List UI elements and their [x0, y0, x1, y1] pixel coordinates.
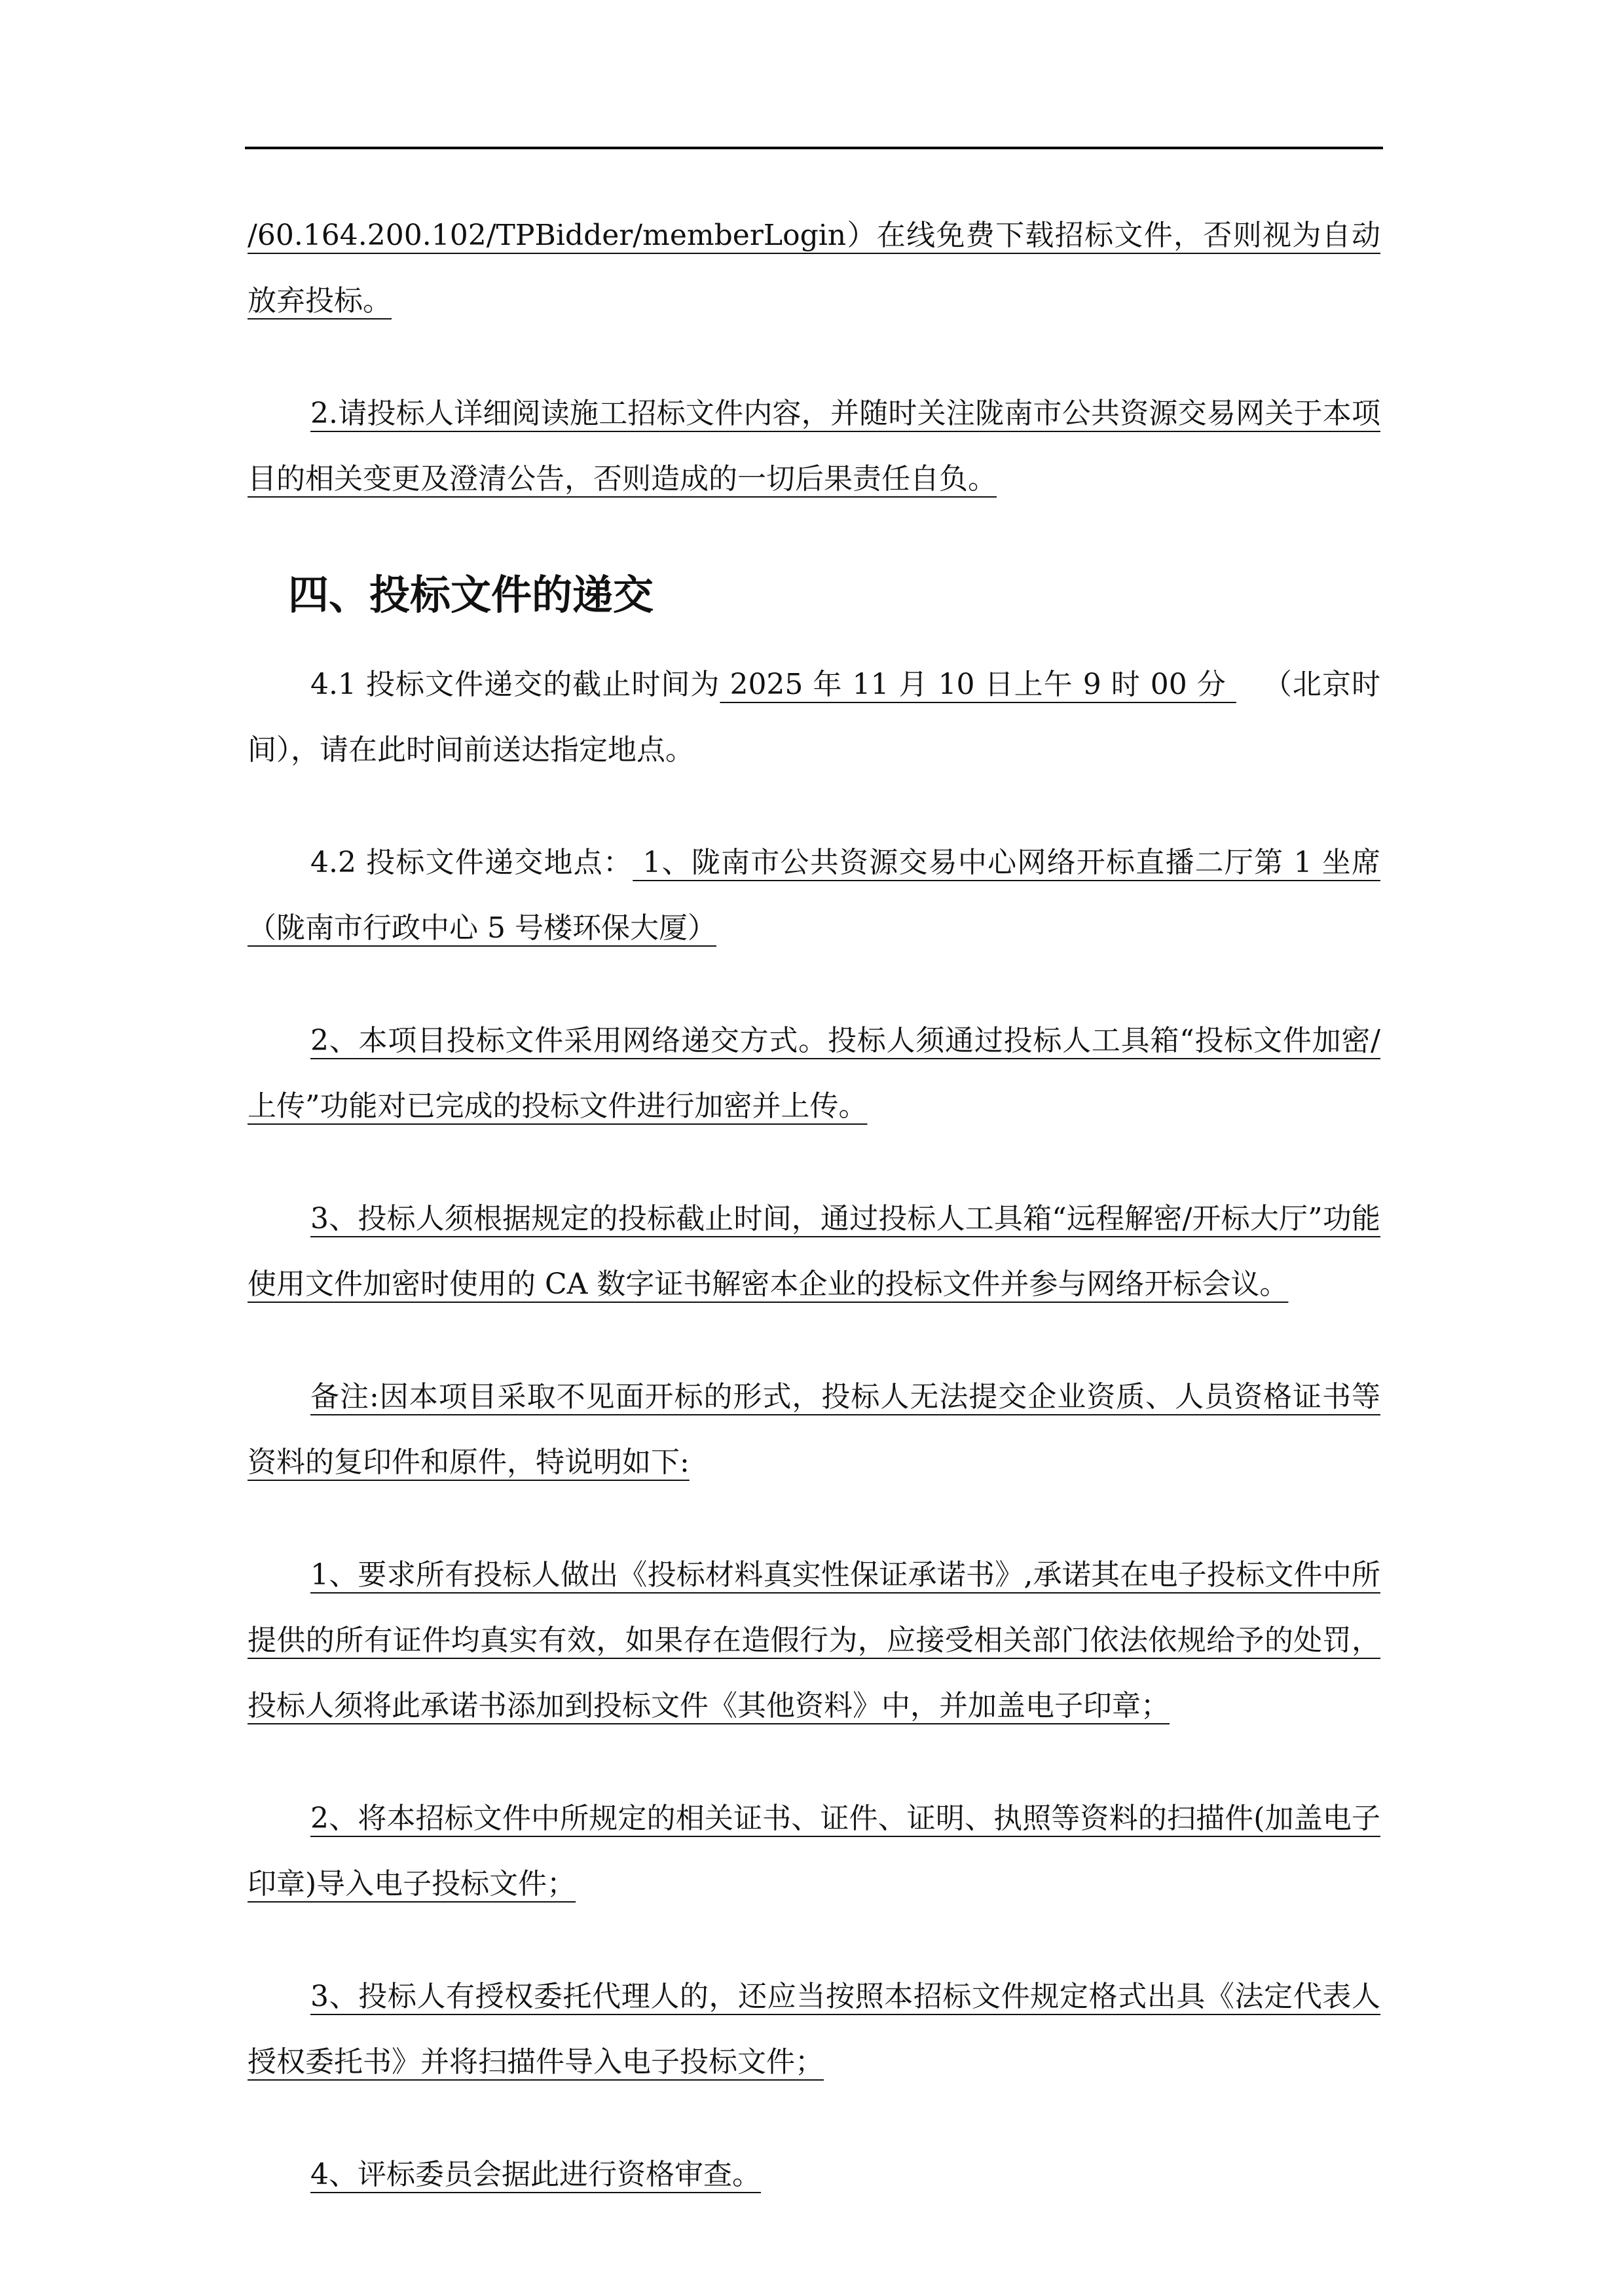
section-heading: 四、投标文件的递交	[288, 571, 654, 619]
online-submission-paragraph	[248, 1008, 1380, 1139]
header-rule	[245, 147, 1383, 149]
read-document-paragraph	[248, 381, 1380, 512]
remote-decrypt-text: 3、投标人须根据规定的投标截止时间，通过投标人工具箱“远程解密/开标大厅”功能使用文件加密时使用的 CA 数字证书解密本企业的投标文件并参与网络开标会议。	[248, 1202, 1380, 1301]
deadline-suffix: （北京时间），请在此时间前送达指定地点。	[248, 668, 1380, 767]
page-content	[248, 203, 1380, 2255]
location-paragraph	[248, 830, 1380, 961]
note-paragraph	[248, 1364, 1380, 1495]
download-notice-text: /60.164.200.102/TPBidder/memberLogin）在线免费下载招标文件，否则视为自动放弃投标。	[248, 219, 1380, 318]
deadline-label: 4.1 投标文件递交的截止时间为	[310, 668, 720, 701]
online-submission-text: 2、本项目投标文件采用网络递交方式。投标人须通过投标人工具箱“投标文件加密/上传”功能对已完成的投标文件进行加密并上传。	[248, 1024, 1380, 1123]
note-item-paragraph	[248, 1964, 1380, 2095]
deadline-paragraph	[248, 652, 1380, 783]
deadline-value: 2025 年 11 月 10 日上午 9 时 00 分	[720, 668, 1236, 701]
note-item-text: 1、要求所有投标人做出《投标材料真实性保证承诺书》,承诺其在电子投标文件中所提供的所有证件均真实有效，如果存在造假行为，应接受相关部门依法依规给予的处罚，投标人须将此承诺书添加到投标文件《其他资料》中，并加盖电子印章；	[248, 1558, 1380, 1722]
note-item-text: 3、投标人有授权委托代理人的，还应当按照本招标文件规定格式出具《法定代表人授权委托书》并将扫描件导入电子投标文件；	[248, 1980, 1380, 2079]
download-notice-paragraph	[248, 203, 1380, 334]
note-text: 备注:因本项目采取不见面开标的形式，投标人无法提交企业资质、人员资格证书等资料的复印件和原件，特说明如下:	[248, 1380, 1380, 1479]
location-value: 1、陇南市公共资源交易中心网络开标直播二厅第 1 坐席（陇南市行政中心 5 号楼环保大厦）	[248, 846, 1380, 945]
note-item-paragraph	[248, 1786, 1380, 1917]
read-document-text: 2.请投标人详细阅读施工招标文件内容，并随时关注陇南市公共资源交易网关于本项目的相关变更及澄清公告，否则造成的一切后果责任自负。	[248, 397, 1380, 496]
note-item-text: 2、将本招标文件中所规定的相关证书、证件、证明、执照等资料的扫描件(加盖电子印章)导入电子投标文件；	[248, 1802, 1380, 1901]
location-label: 4.2 投标文件递交地点：	[310, 846, 633, 879]
note-item-paragraph	[248, 1542, 1380, 1739]
note-item-text: 4、评标委员会据此进行资格审查。	[310, 2158, 761, 2191]
remote-decrypt-paragraph	[248, 1186, 1380, 1317]
note-item-paragraph	[248, 2142, 1380, 2208]
